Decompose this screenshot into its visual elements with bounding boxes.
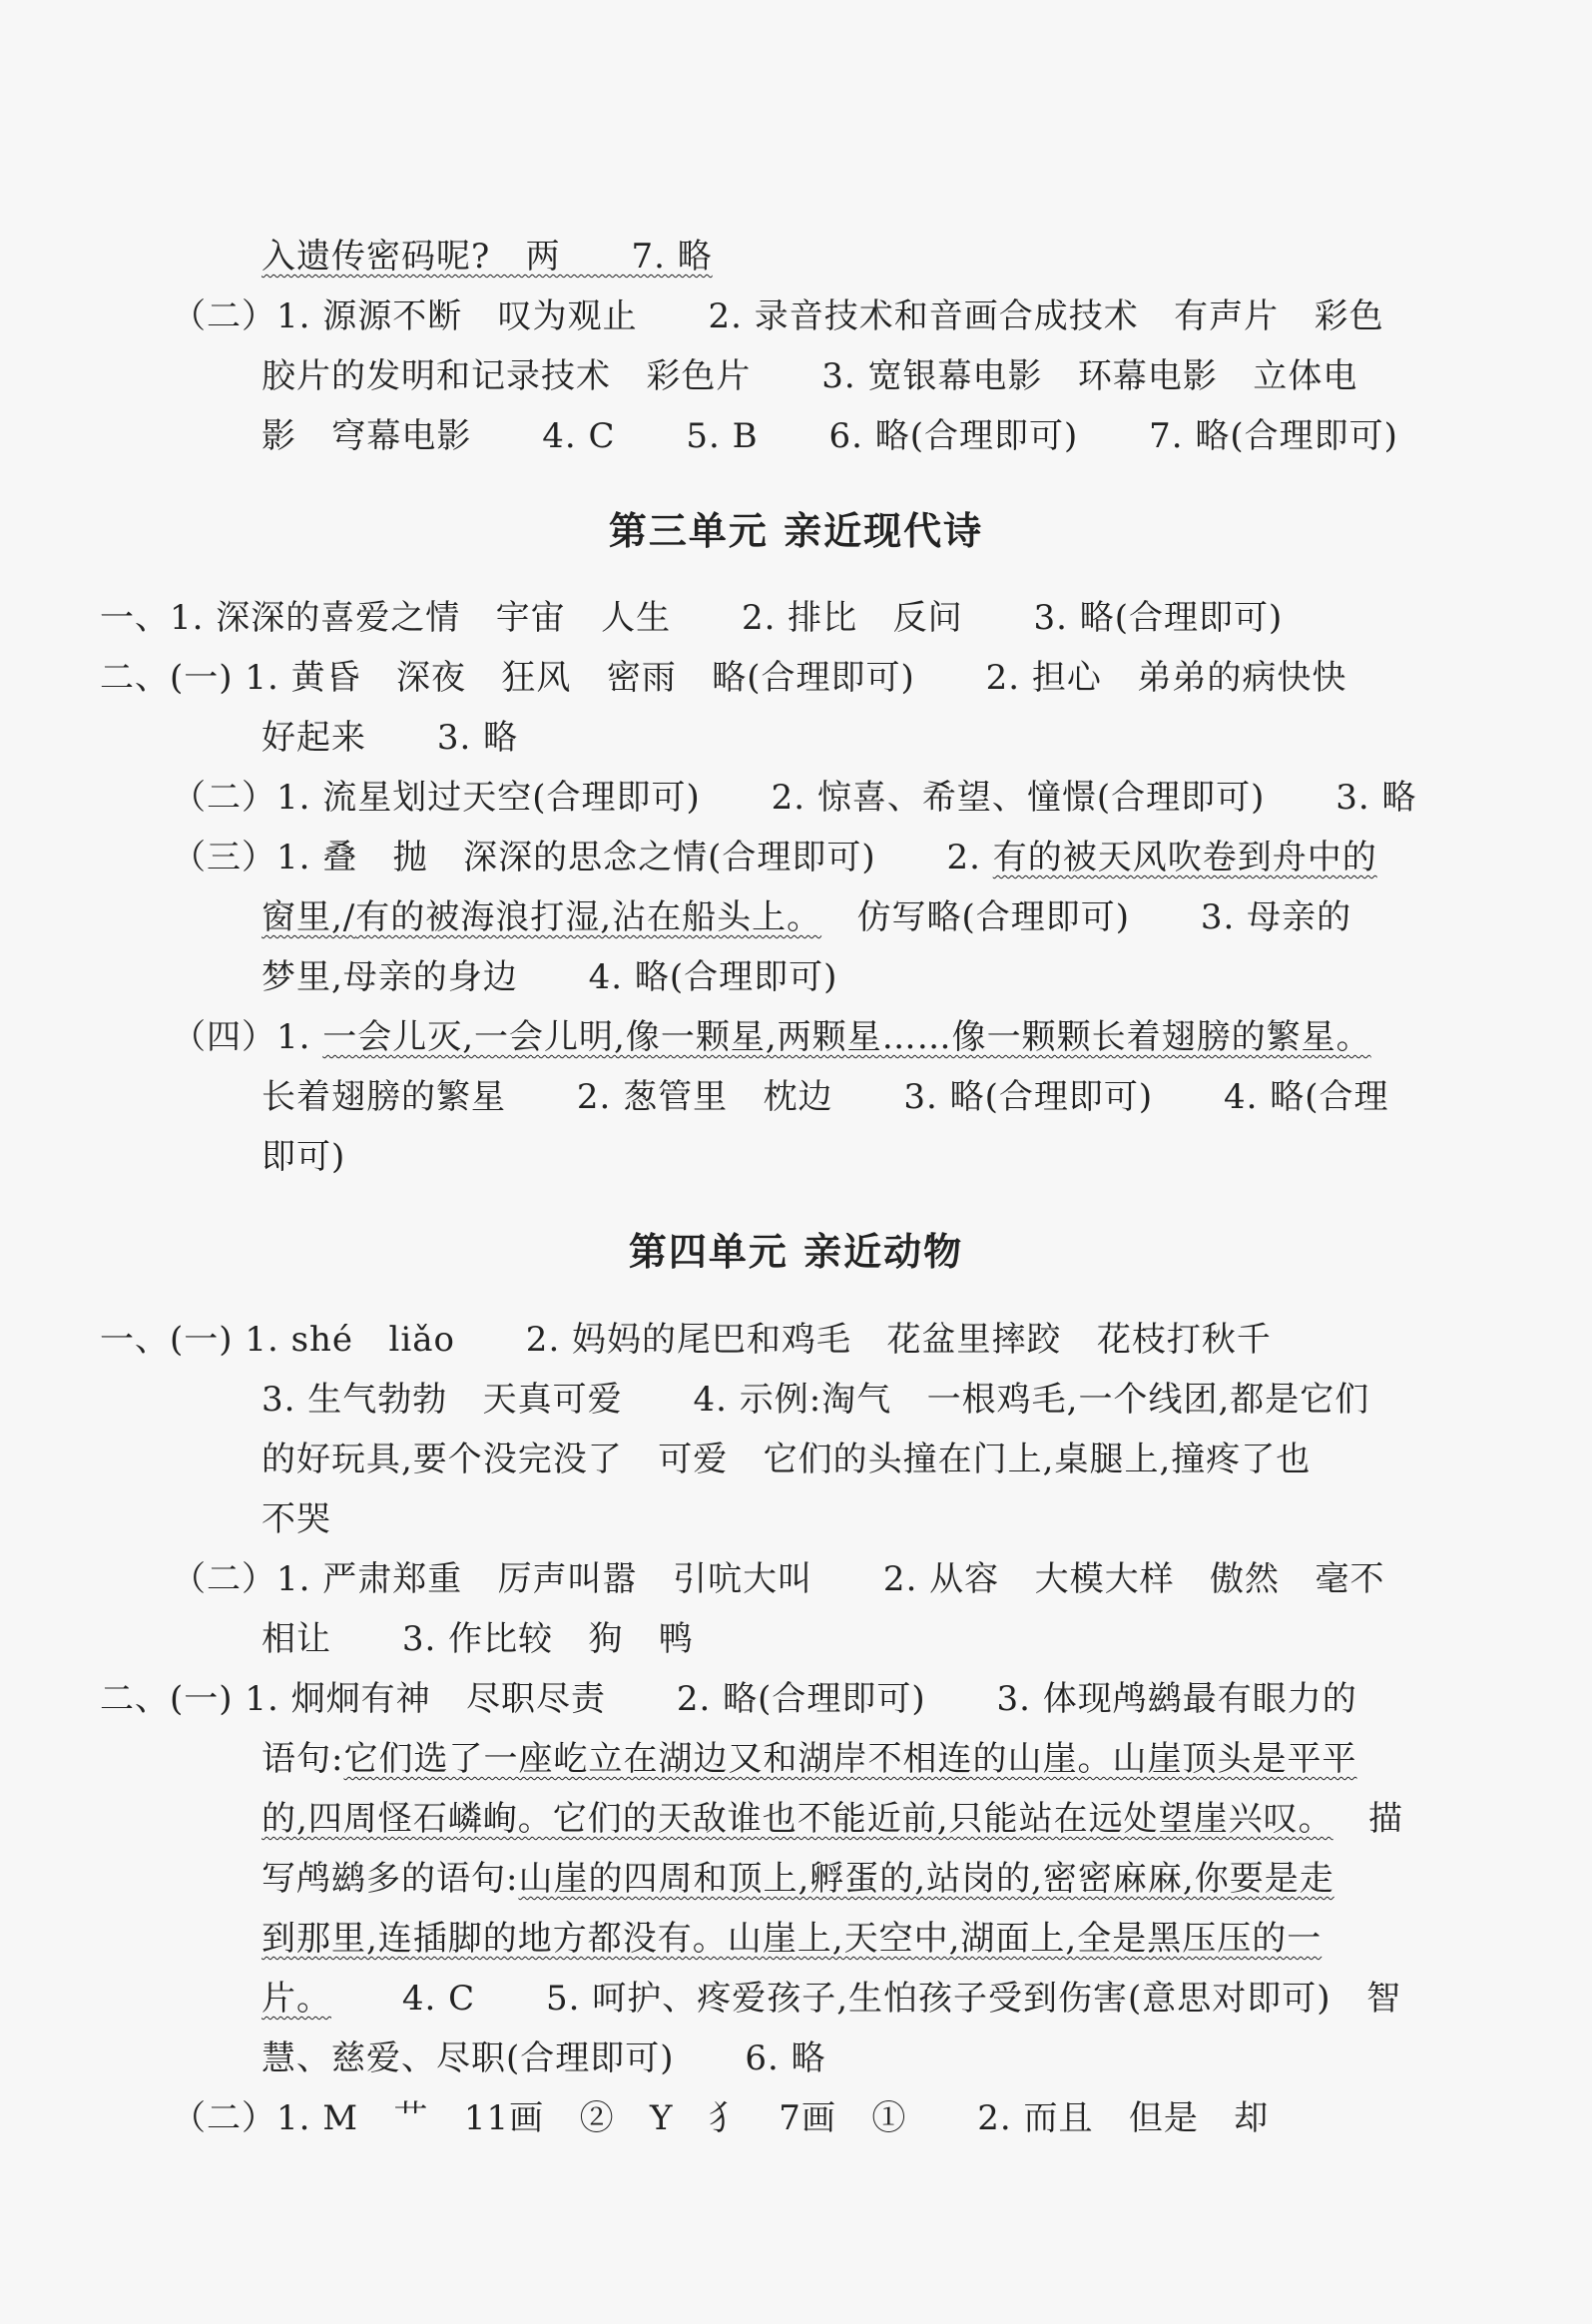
text-line: 一、(一) 1. shé liǎo 2. 妈妈的尾巴和鸡毛 花盆里摔跤 花枝打秋千 bbox=[100, 1320, 1272, 1360]
text-line: 胶片的发明和记录技术 彩色片 3. 宽银幕电影 环幕电影 立体电 bbox=[262, 356, 1358, 396]
unit4-heading: 第四单元 亲近动物 bbox=[628, 1230, 964, 1274]
underlined-answer: 有的被天风吹卷到舟中的 bbox=[992, 838, 1377, 877]
text-line: 不哭 bbox=[262, 1499, 331, 1539]
text-line bbox=[262, 1917, 1322, 1961]
text-line: 3. 生气勃勃 天真可爱 4. 示例:淘气 一根鸡毛,一个线团,都是它们 bbox=[262, 1380, 1370, 1420]
text-line: 梦里,母亲的身边 4. 略(合理即可) bbox=[262, 957, 838, 997]
text-line: 二、(一) 1. 炯炯有神 尽职尽责 2. 略(合理即可) 3. 体现鸬鹚最有眼力的 bbox=[100, 1679, 1357, 1719]
text-line: 写鸬鹚多的语句:山崖的四周和顶上,孵蛋的,站岗的,密密麻麻,你要是走 bbox=[262, 1859, 1334, 1899]
text-line: 的,四周怪石嶙峋。它们的天敌谁也不能近前,只能站在远处望崖兴叹。 描 bbox=[262, 1799, 1404, 1839]
text-line: （二）1. 严肃郑重 厉声叫嚣 引吭大叫 2. 从容 大模大样 傲然 毫不 bbox=[172, 1559, 1385, 1599]
text-line: （三）1. 叠 抛 深深的思念之情(合理即可) 2. 有的被天风吹卷到舟中的 bbox=[172, 838, 1377, 877]
text-line: 窗里,/有的被海浪打湿,沾在船头上。 仿写略(合理即可) 3. 母亲的 bbox=[262, 897, 1352, 937]
underlined-answer: 片。 bbox=[262, 1979, 331, 2019]
text-line: 二、(一) 1. 黄昏 深夜 狂风 密雨 略(合理即可) 2. 担心 弟弟的病快快 bbox=[100, 658, 1347, 698]
underlined-answer: 有的被海浪打湿,沾在船头上。 bbox=[355, 897, 822, 937]
text-line: 即可) bbox=[262, 1137, 346, 1177]
underlined-answer: 窗里,/ bbox=[262, 897, 356, 937]
underlined-answer: 一会儿灭,一会儿明,像一颗星,两颗星……像一颗颗长着翅膀的繁星。 bbox=[322, 1017, 1371, 1057]
text-line: 好起来 3. 略 bbox=[262, 718, 519, 758]
text-line: 的好玩具,要个没完没了 可爱 它们的头撞在门上,桌腿上,撞疼了也 bbox=[262, 1440, 1312, 1479]
text-line: （二）1. M 艹 11画 ② Y 犭 7画 ① 2. 而且 但是 却 bbox=[172, 2098, 1270, 2138]
text-line: 入遗传密码呢? 两 7. 略 bbox=[262, 237, 713, 277]
underlined-answer: 山崖的四周和顶上,孵蛋的,站岗的,密密麻麻,你要是走 bbox=[518, 1859, 1334, 1899]
text-line: 长着翅膀的繁星 2. 葱管里 枕边 3. 略(合理即可) 4. 略(合理 bbox=[262, 1077, 1389, 1117]
text-line: 一、1. 深深的喜爱之情 宇宙 人生 2. 排比 反问 3. 略(合理即可) bbox=[100, 598, 1284, 638]
underlined-answer: 的,四周怪石嶙峋。它们的天敌谁也不能近前,只能站在远处望崖兴叹。 bbox=[262, 1799, 1333, 1839]
text-line: 相让 3. 作比较 狗 鸭 bbox=[262, 1619, 694, 1659]
underlined-answer: 到那里,连插脚的地方都没有。山崖上,天空中,湖面上,全是黑压压的一 bbox=[262, 1919, 1323, 1959]
text-line: 语句:它们选了一座屹立在湖边又和湖岸不相连的山崖。山崖顶头是平平 bbox=[262, 1739, 1357, 1779]
underlined-answer: 它们选了一座屹立在湖边又和湖岸不相连的山崖。山崖顶头是平平 bbox=[343, 1739, 1357, 1779]
unit3-heading: 第三单元 亲近现代诗 bbox=[608, 509, 984, 553]
text-line: 影 穹幕电影 4. C 5. B 6. 略(合理即可) 7. 略(合理即可) bbox=[262, 416, 1398, 456]
text-line: （四）1. 一会儿灭,一会儿明,像一颗星,两颗星……像一颗颗长着翅膀的繁星。 bbox=[172, 1017, 1371, 1057]
text-line: （二）1. 流星划过天空(合理即可) 2. 惊喜、希望、憧憬(合理即可) 3. 略 bbox=[172, 778, 1417, 818]
text-line: （二）1. 源源不断 叹为观止 2. 录音技术和音画合成技术 有声片 彩色 bbox=[172, 296, 1384, 336]
text-line: 片。 4. C 5. 呵护、疼爱孩子,生怕孩子受到伤害(意思对即可) 智 bbox=[262, 1979, 1401, 2019]
text-line: 慧、慈爱、尽职(合理即可) 6. 略 bbox=[262, 2038, 826, 2078]
